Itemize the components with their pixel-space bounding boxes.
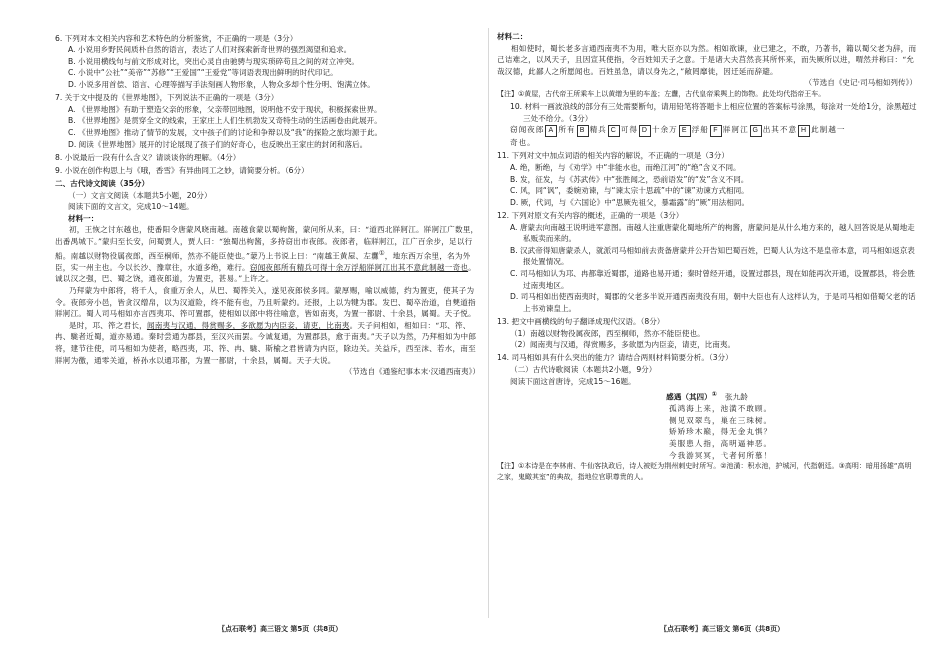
poem-title-line: 感遇（其四）① 张九龄 bbox=[666, 391, 748, 402]
poem-title: 感遇（其四） bbox=[666, 392, 712, 402]
q8-stem: 8. 小说最后一段有什么含义？请谈谈你的理解。（4分） bbox=[55, 152, 241, 162]
section-heading: 二、古代诗文阅读（35分） bbox=[55, 179, 150, 189]
q7-option-d: D. 阅读《世界地图》展开的讨论展现了孩子们的好奇心，也反映出王家庄的封闭和落后。 bbox=[68, 139, 368, 149]
q13-item-1: （1）南越以财物役属夜郎，西至桐师，然亦不能臣使也。 bbox=[510, 328, 705, 338]
q11-option-d: D. 厥，代词，与《六国论》中“思厥先祖父，暴霜露”的“厥”用法相同。 bbox=[510, 197, 750, 207]
q10-sentence: 窃闻夜郎 A 所有 B 精兵 C 可得 D 十余万 E 浮船 F 牂牁江 G 出其不意 H 此制越一 bbox=[497, 124, 917, 137]
material-one-paragraph-1 bbox=[55, 224, 480, 285]
note-2: 【注】①本诗是在李林甫、牛仙客执政后，诗人被贬为荆州刺史时所写。②池潢：积水池，护城河，代指朝廷。③高明：暗用扬雄“高明之家，鬼瞰其室”的典故，指地位官职尊贵的人。 bbox=[497, 462, 912, 481]
material-one-paragraph-3 bbox=[55, 320, 480, 366]
poem-line-2: 侧见双翠鸟，巢在三珠树。 bbox=[669, 415, 773, 425]
q13-item-2: （2）闻南夷与汉通，得赏赐多，多欲愿为内臣妾，请吏，比南夷。 bbox=[510, 340, 736, 350]
m1p3-text-c: 略西夷，邛、筰、冉、駹、斯榆之君皆请为内臣，除边关。关益斥，西至沫、若水，南至牂牁为徼，通零关道，桥孙水以通邛都，为置一都尉，十余县，属蜀。天子大说。 bbox=[55, 343, 476, 365]
q11-option-c: C. 风，同“讽”，委婉劝谏，与“谏太宗十思疏”中的“谏”劝谏方式相同。 bbox=[510, 186, 749, 196]
q6-option-b: B. 小说用横线句与前文形成对比，突出心灵自由驰骋与现实琐碎苟且之间的对立冲突。 bbox=[68, 56, 360, 66]
note-1: 【注】①黄屋，古代帝王所乘车上以黄缯为里的车盖；左纛，古代皇帝乘舆上的饰物。此处均代指帝王车。 bbox=[497, 89, 826, 98]
poem-line-4: 美服患人指，高明逼神恶。 bbox=[669, 439, 773, 448]
q12-option-d: D. 司马相如出使西南夷时，蜀郡的父老多半说开通西南夷没有用，朝中大臣也有人这样认为，于是司马相如借蜀父老的话上书劝谏皇上。 bbox=[510, 292, 916, 313]
q10-box-d: D bbox=[639, 125, 651, 137]
q10-box-g: G bbox=[750, 125, 762, 137]
material-one-source: （节选自《通鉴纪事本末·汉通西南夷》） bbox=[344, 367, 480, 377]
subsection-2-heading: （二）古代诗歌阅读（本题共2小题，9分） bbox=[510, 364, 657, 374]
note-marker: ① bbox=[378, 249, 385, 257]
material-two-source: （节选自《史记·司马相如列传》） bbox=[804, 78, 917, 88]
q12-option-b: B. 汉武帝得知唐蒙杀人，就派司马相如前去责备唐蒙并公开告知巴蜀百姓，巴蜀人认为这不是皇帝本意，司马相如返京表报处置情况。 bbox=[510, 245, 915, 267]
q6-option-c: C. 小说中“公社”“美帝”“苏修”“王爱国”“王爱党”等词语表现出鲜明的时代印记。 bbox=[68, 68, 338, 78]
poem-author: 张九龄 bbox=[725, 392, 748, 402]
q7-option-c: C. 《世界地图》推动了情节的发展，文中孩子们的讨论和争辩以及“我”的探险之旅均源于此。 bbox=[68, 127, 383, 137]
q6-option-a: A. 小说用乡野民间质朴自然的语言，表达了人们对探索新奇世界的强烈渴望和追求。 bbox=[68, 45, 352, 55]
q9-stem: 9. 小说在创作构思上与《哦，香雪》有异曲同工之妙，请简要分析。（6分） bbox=[55, 165, 309, 175]
wavy-underlined-sentence: 窃闻夜郎所有精兵可得十余万浮船牂牁江出其不意此制越一奇也 bbox=[249, 262, 469, 272]
q12-option-a: A. 唐蒙去向南越王说明进军意图。南越人注重唐蒙化蜀地所产的枸酱，唐蒙问是从什么地方来的，越人回答说是从蜀地走私贩卖而来的。 bbox=[510, 222, 915, 244]
q10-sentence-end: 奇也。 bbox=[510, 138, 536, 148]
q10-box-c: C bbox=[608, 125, 620, 137]
left-page bbox=[55, 31, 480, 378]
page-footer-right: 〖点石联考〗高三语文 第6页（共8页） bbox=[660, 625, 785, 634]
q7-stem: 7. 关于文中提及的《世界地图》，下列说法不正确的一项是（3分） bbox=[55, 93, 279, 103]
poem-instruction: 阅读下面这首唐诗，完成15～16题。 bbox=[510, 376, 636, 386]
m1p1-text-a: 初，王恢之讨东越也，使番阳令唐蒙风晓南越。南越食蒙以蜀枸酱，蒙问所从来，曰：“道西北牂牁江。牂牁江广数里，出番禺城下。”蒙归至长安，问蜀贾人，贾人曰：“独蜀出枸酱，多持窃出市夜郎。夜郎者，临牂牁江，江广百余步，足以行船。南越以财物役属夜郎，西至桐师，然亦不能臣使也。”蒙乃上书说上曰：“南越王黄屋、左纛 bbox=[55, 225, 479, 261]
q10-box-h: H bbox=[798, 125, 810, 137]
q6-stem: 6. 下列对本文相关内容和艺术特色的分析鉴赏，不正确的一项是（3分） bbox=[55, 33, 298, 43]
q10-stem: 10. 材料一画波浪线的部分有三处需要断句，请用铅笔将答题卡上相应位置的答案标号涂黑，每涂对一处给1分，涂黑超过三处不给分。（3分） bbox=[510, 102, 917, 123]
material-one-paragraph-2: 乃拜蒙为中郎将，将千人，食重万余人，从巴、蜀筰关入，遂见夜郎侯多同。蒙厚赐，喻以威德，约为置吏，使其子为令。夜郎旁小邑，皆贪汉缯帛，以为汉道险，终不能有也，乃且听蒙约。还报，上以为犍为郡。发巴、蜀卒治道，自僰道指牂牁江。蜀人司马相如亦言西夷邛、筰可置郡，使相如以郎中将往喻意，皆如南夷，为置一都尉、十余县，属蜀。天子悦。 bbox=[55, 285, 476, 319]
m1p1-text-b: ，地东西万余里，名为外臣，实一州主也。今以长沙、豫章往，水道多绝，难行。 bbox=[55, 251, 471, 272]
q10-box-e: E bbox=[679, 125, 691, 137]
material-two-paragraph: 相如使时，蜀长老多言通西南夷不为用，唯大臣亦以为然。相如欲谏，业已建之，不敢，乃著书，籍以蜀父老为辞，而己诘难之，以风天子，且因宣其使指，令百姓知天子之意。于是诸大夫莒然丧其所怀来，而失厥所以进，喟然并称曰：“允哉汉德，此鄙人之所愿闻也。百姓虽急，请以身先之，”敞罔靡徙，因迁延而辞避。 bbox=[497, 43, 917, 76]
material-one-label: 材料一： bbox=[68, 213, 99, 223]
q12-option-c: C. 司马相如认为邛、冉都靠近蜀郡，道路也易开通；秦时曾经开通，设置过郡县，现在如能再次开通，设置郡县，将会胜过南夷地区。 bbox=[510, 268, 915, 290]
q6-option-d: D. 小说多用首偿、语言、心理等描写手法刻画人物形象，人物众多却个性分明、饱满立体。 bbox=[68, 79, 375, 89]
underlined-sentence: 闻南夷与汉通，得赏赐多，多欲愿为内臣妾，请吏，比南夷 bbox=[146, 320, 350, 330]
right-page bbox=[497, 31, 917, 482]
poem-line-3: 矫矫珍木巅，得无金丸惧？ bbox=[669, 427, 773, 437]
q10-box-a: A bbox=[545, 125, 557, 137]
m1p3-text-a: 是时，邛、筰之君长， bbox=[69, 320, 147, 330]
subsection-heading: （一）文言文阅读（本题共5小题，20分） bbox=[68, 190, 212, 200]
reading-instruction: 阅读下面的文言文，完成10～14题。 bbox=[68, 202, 194, 212]
q10-box-b: B bbox=[577, 125, 589, 137]
m1p1-text-c: 。诚以汉之强，巴、蜀之饶，通夜郎道，为置吏，甚易。”上许之。 bbox=[55, 262, 476, 284]
q7-option-a: A. 《世界地图》有助于塑造父亲的形象，父亲带回地图，说明他不安于现状，积极探索世界。 bbox=[68, 104, 382, 114]
poem-line-5: 今我游冥冥，弋者何所慕！ bbox=[669, 450, 773, 460]
q11-stem: 11. 下列对文中加点词语的相关内容的解说，不正确的一项是（3分） bbox=[497, 151, 729, 161]
page-footer-left: 〖点石联考〗高三语文 第5页（共8页） bbox=[218, 625, 343, 634]
m1p3-text-b: 。天子问相如，相如曰：“邛、筰、冉、駹者近蜀，道亦易通。秦时尝通为郡县，至汉兴而罢。今诚复通，为置郡县，愈于南夷。”天子以为然，乃拜相如为中郎将，建节往使，司马相如为使者， bbox=[55, 320, 477, 353]
poem-line-1: 孤鸿海上来，池潢不敢顾。 bbox=[669, 404, 773, 414]
material-two-label: 材料二： bbox=[497, 32, 528, 41]
q14-stem: 14. 司马相如具有什么突出的能力？请结合两则材料简要分析。（3分） bbox=[497, 353, 733, 363]
q7-option-b: B. 《世界地图》是贯穿全文的线索，王家庄上人们生机勃发又奇特生动的生活画卷由此展开。 bbox=[68, 116, 382, 126]
q10-box-f: F bbox=[710, 125, 722, 137]
page-divider bbox=[488, 28, 489, 618]
q11-option-a: A. 绝，断绝，与《劝学》中“非能水也，而绝江河”的“绝”含义不同。 bbox=[510, 163, 741, 173]
q13-stem: 13. 把文中画横线的句子翻译成现代汉语。（8分） bbox=[497, 316, 665, 326]
q11-option-b: B. 发，征发，与《苏武传》中“张胜闻之，恐前语发”的“发”含义不同。 bbox=[510, 174, 749, 184]
q12-stem: 12. 下列对原文有关内容的概述，正确的一项是（3分） bbox=[497, 211, 684, 220]
